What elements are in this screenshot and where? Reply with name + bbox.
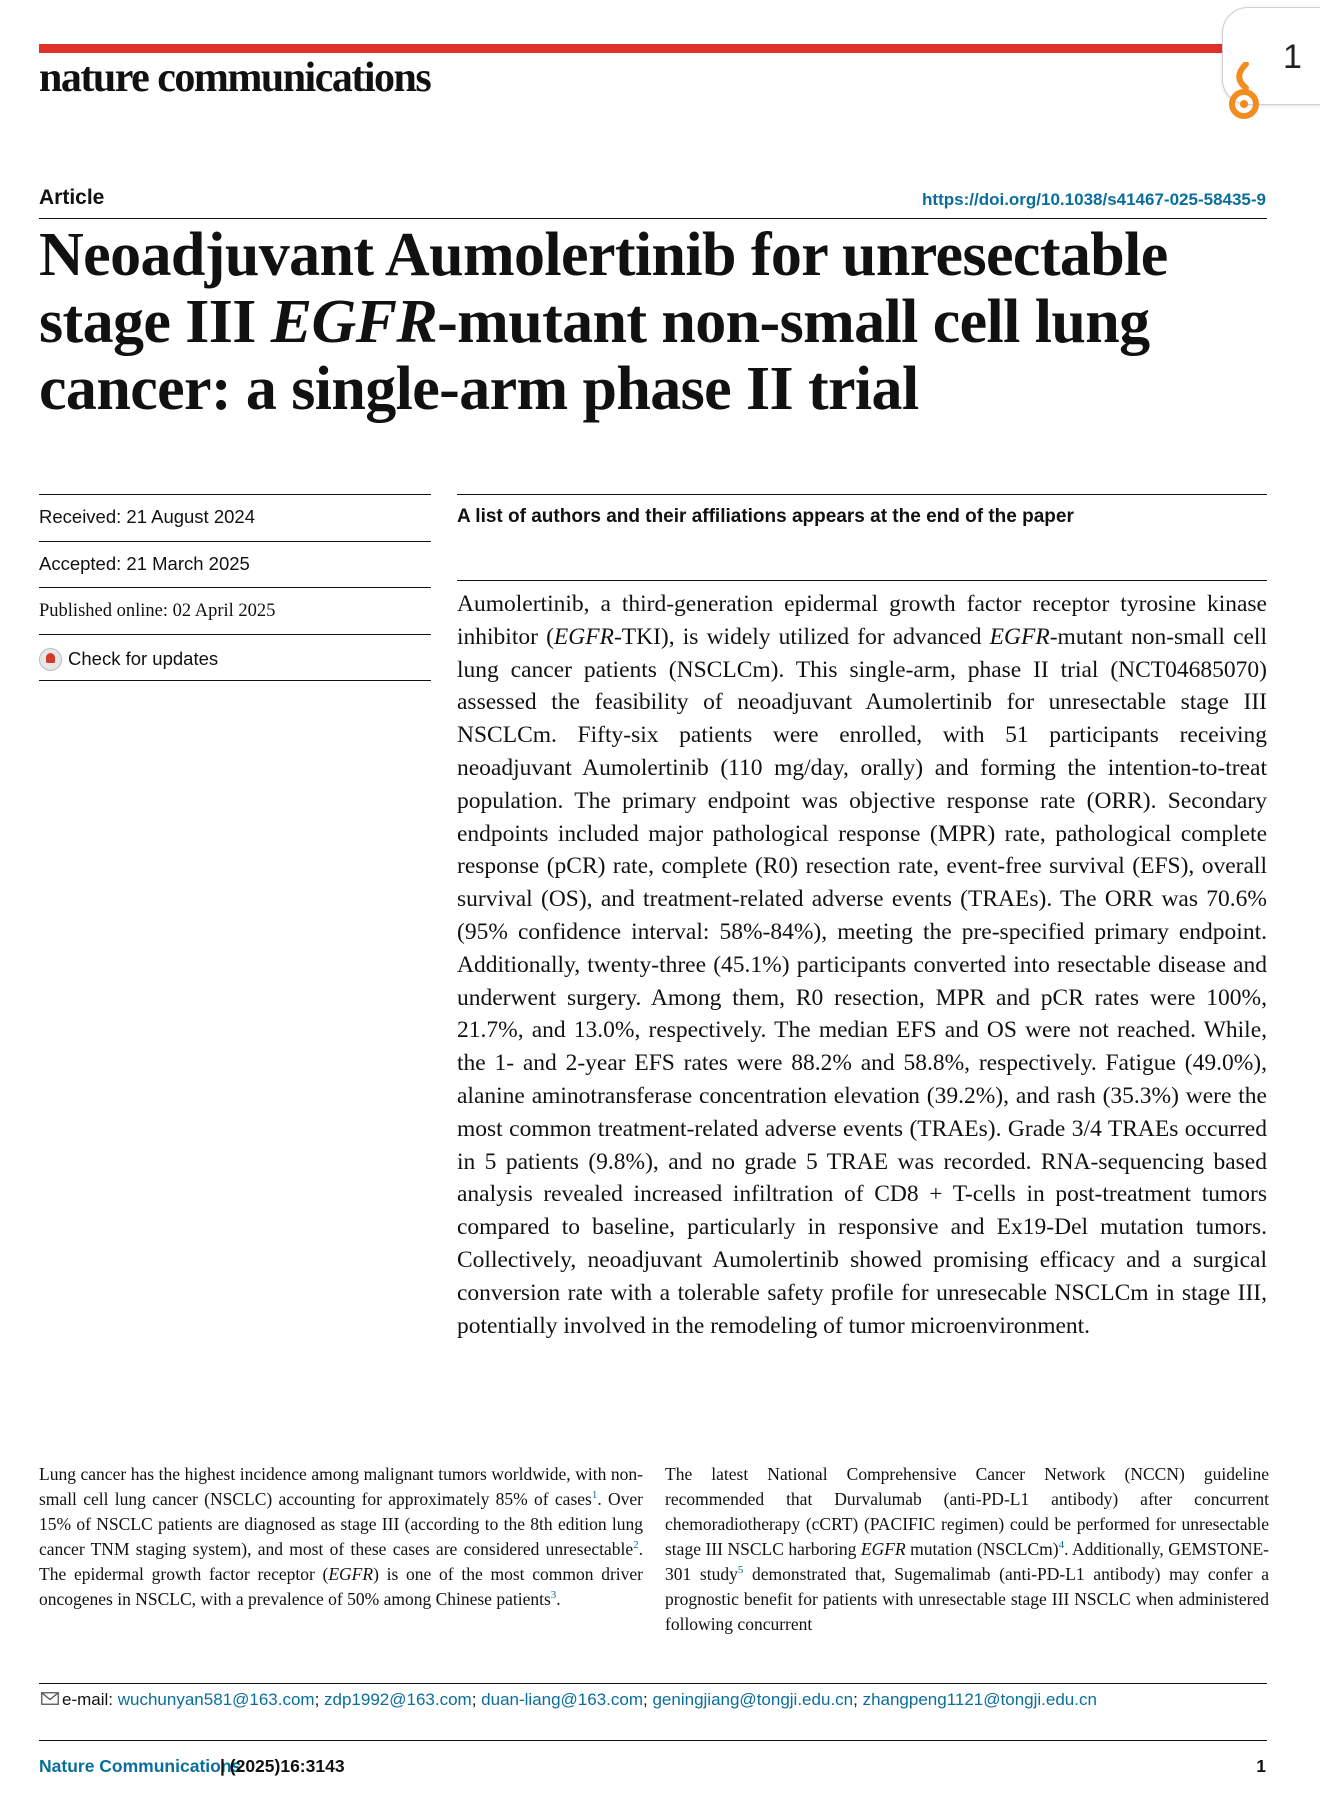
meta-divider	[39, 634, 431, 635]
body-text: The latest National Comprehensive Cancer Network (NCCN) guideline recommended that Durvalumab (anti-PD-L1 antibody) after concurrent chemoradiotherapy (cCRT) (PACIFIC regimen) could be performed for unresectable stage III NSCLC harboring	[665, 1464, 1269, 1559]
reference-link[interactable]: 5	[737, 1564, 744, 1577]
body-text: Lung cancer has the highest incidence among malignant tumors worldwide, with non-small cell lung cancer (NSCLC) accounting for approximately 85% of cases	[39, 1464, 643, 1509]
received-date: Received: 21 August 2024	[39, 506, 255, 527]
body-gene-italic: EGFR	[860, 1539, 906, 1559]
footer-page-number: 1	[1256, 1756, 1266, 1776]
email-separator: ;	[853, 1690, 863, 1709]
email-separator: ;	[471, 1690, 482, 1709]
body-gene-italic: EGFR	[328, 1564, 374, 1584]
article-title	[39, 222, 1269, 423]
orange-circle-logo-icon	[1226, 62, 1262, 120]
published-date: Published online: 02 April 2025	[39, 601, 276, 621]
email-separator: ;	[643, 1690, 653, 1709]
abstract-gene-italic: EGFR	[553, 623, 614, 650]
meta-divider	[39, 587, 431, 588]
body-text: . The epidermal growth factor receptor (	[39, 1539, 643, 1584]
body-text: demonstrated that, Sugemalimab (anti-PD-L1 antibody) may confer a prognostic benefit for patients with unresectable stage III NSCLC when administered following concurrent	[665, 1564, 1269, 1634]
body-text: .	[556, 1589, 561, 1609]
reference-link[interactable]: 3	[550, 1589, 557, 1602]
envelope-icon	[41, 1692, 59, 1705]
journal-name: nature communications	[39, 55, 431, 101]
email-link[interactable]: zdp1992@163.com	[324, 1690, 472, 1709]
article-type-label: Article	[39, 186, 105, 209]
email-label: e-mail:	[62, 1690, 118, 1709]
footer-journal-link[interactable]: Nature Communications	[39, 1756, 242, 1776]
reference-link[interactable]: 1	[591, 1489, 598, 1502]
title-divider	[39, 218, 1267, 219]
body-text: . Over 15% of NSCLC patients are diagnosed as stage III (according to the 8th edition lung cancer TNM staging system), and most of these cases are considered unresectable	[39, 1489, 643, 1559]
page-number-tab-label: 1	[1283, 38, 1302, 76]
title-text-2: -mutant non-small cell lung cancer: a single-arm phase II trial	[39, 288, 1150, 423]
body-text: ) is one of the most common driver oncogenes in NSCLC, with a prevalence of 50% among Chinese patients	[39, 1564, 643, 1609]
corresponding-emails	[62, 1690, 1097, 1710]
body-column-right	[665, 1462, 1269, 1637]
accepted-date: Accepted: 21 March 2025	[39, 553, 250, 574]
abstract-text: -TKI), is widely utilized for advanced	[613, 623, 990, 650]
body-column-left	[39, 1462, 643, 1612]
footer-citation: | (2025)16:3143	[220, 1756, 345, 1776]
abstract-text: -mutant non-small cell lung cancer patients (NSCLCm). This single-arm, phase II trial (NCT04685070) assessed the feasibility of neoadjuvant Aumolertinib for unresectable stage III NSCLCm. Fifty-six patients were enrolled, with 51 participants receiving neoadjuvant Aumolertinib (110 mg/day, orally) and forming the intention-to-treat population. The primary endpoint was objective response rate (ORR). Secondary endpoints included major pathological response (MPR) rate, pathological complete response (pCR) rate, complete (R0) resection rate, event-free survival (EFS), overall survival (OS), and treatment-related adverse events (TRAEs). The ORR was 70.6% (95% confidence interval: 58%-84%), meeting the pre-specified primary endpoint. Additionally, twenty-three (45.1%) participants converted into resectable disease and underwent surgery. Among them, R0 resection, MPR and pCR rates were 100%, 21.7%, and 13.0%, respectively. The median EFS and OS were not reached. While, the 1- and 2-year EFS rates were 88.2% and 58.8%, respectively. Fatigue (49.0%), alanine aminotransferase concentration elevation (39.2%), and rash (35.3%) were the most common treatment-related adverse events (TRAEs). Grade 3/4 TRAEs occurred in 5 patients (9.8%), and no grade 5 TRAE was recorded. RNA-sequencing based analysis revealed increased infiltration of CD8 + T-cells in post-treatment tumors compared to baseline, particularly in responsive and Ex19-Del mutation tumors. Collectively, neoadjuvant Aumolertinib showed promising efficacy and a surgical conversion rate with a tolerable safety profile for unresecable NSCLCm in stage III, potentially involved in the remodeling of tumor microenvironment.	[457, 623, 1267, 1339]
email-link[interactable]: wuchunyan581@163.com	[117, 1690, 315, 1709]
reference-link[interactable]: 2	[633, 1539, 639, 1552]
title-text-1: Neoadjuvant Aumolertinib for unresectable stage III	[39, 221, 1168, 356]
title-gene-italic: EGFR	[270, 288, 438, 356]
email-link[interactable]: zhangpeng1121@tongji.edu.cn	[862, 1690, 1097, 1709]
abstract-divider	[457, 580, 1267, 581]
email-link[interactable]: duan-liang@163.com	[481, 1690, 644, 1709]
reference-link[interactable]: 4	[1058, 1539, 1065, 1552]
body-text: . Additionally, GEMSTONE-301 study	[665, 1539, 1270, 1584]
top-accent-bar	[39, 44, 1237, 53]
email-separator: ;	[314, 1690, 325, 1709]
email-divider	[39, 1683, 1267, 1684]
meta-divider	[39, 680, 431, 681]
abstract-text: Aumolertinib, a third-generation epidermal growth factor receptor tyrosine kinase inhibitor (	[457, 591, 1267, 650]
email-link[interactable]: geningjiang@tongji.edu.cn	[652, 1690, 854, 1709]
check-for-updates-icon[interactable]	[39, 648, 62, 671]
doi-link[interactable]: https://doi.org/10.1038/s41467-025-58435-9	[922, 190, 1266, 209]
abstract-gene-italic: EGFR	[989, 623, 1050, 650]
body-text: mutation (NSCLCm)	[905, 1539, 1059, 1559]
abstract-top-divider	[457, 494, 1267, 495]
footer-divider	[39, 1740, 1267, 1741]
meta-divider	[39, 541, 431, 542]
authors-affiliations-note: A list of authors and their affiliations appears at the end of the paper	[457, 506, 1074, 527]
meta-divider	[39, 494, 431, 495]
check-for-updates-link[interactable]: Check for updates	[68, 648, 219, 669]
abstract	[457, 588, 1267, 1342]
